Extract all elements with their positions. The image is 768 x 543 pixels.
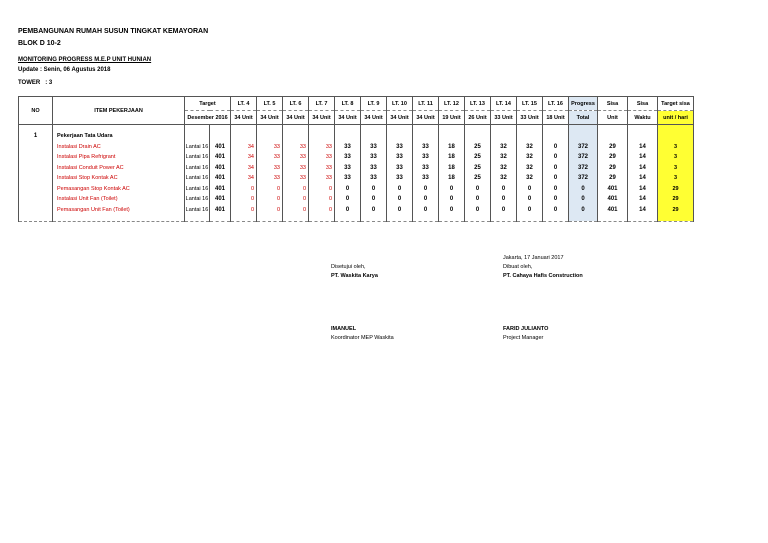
floor-header: LT. 16 <box>543 97 569 111</box>
target-sisa: 29 <box>658 194 694 205</box>
right-signer-role: Project Manager <box>503 335 544 341</box>
group-empty-cell <box>361 131 387 142</box>
target-sisa: 3 <box>658 163 694 174</box>
group-empty-cell <box>465 131 491 142</box>
group-empty-cell <box>185 131 210 142</box>
floor-value: 0 <box>517 205 543 216</box>
spacer-cell <box>231 215 257 222</box>
sisa-unit: 29 <box>598 142 628 153</box>
floor-value: 33 <box>283 152 309 163</box>
group-empty-cell <box>231 131 257 142</box>
group-empty-cell <box>335 131 361 142</box>
floor-header: LT. 12 <box>439 97 465 111</box>
floor-value: 0 <box>387 194 413 205</box>
floor-value: 0 <box>231 194 257 205</box>
document-title: PEMBANGUNAN RUMAH SUSUN TINGKAT KEMAYORAN <box>18 28 209 35</box>
floor-value: 33 <box>387 142 413 153</box>
floor-value: 0 <box>465 194 491 205</box>
sisa-waktu-header: Sisa <box>628 97 658 111</box>
right-company: PT. Cahaya Hafis Construction <box>503 273 583 279</box>
table-row <box>19 152 694 163</box>
floor-value: 0 <box>543 184 569 195</box>
floor-value: 33 <box>413 152 439 163</box>
floor-header: LT. 5 <box>257 97 283 111</box>
spacer-cell <box>257 215 283 222</box>
floor-value: 0 <box>361 205 387 216</box>
floor-value: 0 <box>439 184 465 195</box>
progress-total: 372 <box>569 163 598 174</box>
floor-value: 33 <box>257 142 283 153</box>
work-item-name: Pemasangan Unit Fan (Toilet) <box>53 205 185 216</box>
floor-value: 33 <box>257 152 283 163</box>
work-item-name: Instalasi Pipa Refrigrant <box>53 152 185 163</box>
work-item-name: Instalasi Conduit Power AC <box>53 163 185 174</box>
floor-value: 33 <box>387 163 413 174</box>
sisa-waktu: 14 <box>628 163 658 174</box>
floor-value: 34 <box>231 173 257 184</box>
signature-date: Jakarta, 17 Januari 2017 <box>503 255 564 261</box>
floor-value: 0 <box>543 163 569 174</box>
target-cell: 401 <box>210 194 231 205</box>
spacer-cell <box>309 215 335 222</box>
floor-unit-header: 33 Unit <box>517 111 543 125</box>
floor-value: 33 <box>361 142 387 153</box>
group-empty-cell <box>413 131 439 142</box>
sisa-unit-header: Sisa <box>598 97 628 111</box>
lantai-cell: Lantai 16 <box>185 205 210 216</box>
item-header: ITEM PEKERJAAN <box>53 97 185 125</box>
spacer-cell <box>543 215 569 222</box>
floor-value: 18 <box>439 163 465 174</box>
progress-total: 372 <box>569 173 598 184</box>
row-number <box>19 184 53 195</box>
floor-value: 18 <box>439 152 465 163</box>
sisa-unit: 401 <box>598 194 628 205</box>
floor-value: 0 <box>361 194 387 205</box>
target-cell: 401 <box>210 152 231 163</box>
target-sisa: 3 <box>658 152 694 163</box>
table-row <box>19 184 694 195</box>
floor-value: 32 <box>491 173 517 184</box>
floor-value: 0 <box>413 205 439 216</box>
sisa-waktu: 14 <box>628 184 658 195</box>
sisa-waktu: 14 <box>628 142 658 153</box>
lantai-cell: Lantai 16 <box>185 173 210 184</box>
floor-value: 33 <box>335 152 361 163</box>
floor-header: LT. 4 <box>231 97 257 111</box>
floor-value: 33 <box>309 173 335 184</box>
floor-value: 0 <box>387 184 413 195</box>
lantai-cell: Lantai 16 <box>185 142 210 153</box>
floor-value: 32 <box>517 163 543 174</box>
group-empty-cell <box>543 131 569 142</box>
table-row <box>19 173 694 184</box>
work-item-name: Instalasi Unit Fan (Toilet) <box>53 194 185 205</box>
floor-value: 0 <box>257 184 283 195</box>
floor-value: 33 <box>387 152 413 163</box>
spacer-cell <box>19 215 53 222</box>
work-item-name: Pemasangan Stop Kontak AC <box>53 184 185 195</box>
floor-unit-header: 26 Unit <box>465 111 491 125</box>
floor-value: 0 <box>413 194 439 205</box>
floor-value: 25 <box>465 142 491 153</box>
spacer-cell <box>491 215 517 222</box>
floor-value: 33 <box>387 173 413 184</box>
work-item-name: Instalasi Drain AC <box>53 142 185 153</box>
floor-unit-header: 34 Unit <box>361 111 387 125</box>
floor-header: LT. 13 <box>465 97 491 111</box>
floor-unit-header: 34 Unit <box>309 111 335 125</box>
floor-header: LT. 9 <box>361 97 387 111</box>
row-number <box>19 205 53 216</box>
tower-value: : 3 <box>45 80 53 86</box>
floor-value: 33 <box>335 173 361 184</box>
row-number <box>19 142 53 153</box>
group-empty-cell <box>491 131 517 142</box>
floor-value: 33 <box>413 142 439 153</box>
spacer-cell <box>387 215 413 222</box>
floor-value: 0 <box>283 205 309 216</box>
floor-value: 0 <box>231 184 257 195</box>
group-name: Pekerjaan Tata Udara <box>53 131 185 142</box>
floor-header: LT. 7 <box>309 97 335 111</box>
progress-table <box>18 96 694 222</box>
sisa-waktu-sub-header: Waktu <box>628 111 658 125</box>
table-row <box>19 142 694 153</box>
right-signer-name: FARID JULIANTO <box>503 326 549 332</box>
floor-unit-header: 34 Unit <box>387 111 413 125</box>
floor-value: 34 <box>231 152 257 163</box>
floor-value: 32 <box>517 173 543 184</box>
floor-header: LT. 15 <box>517 97 543 111</box>
subtitle <box>18 57 151 63</box>
progress-sub-header: Total <box>569 111 598 125</box>
floor-value: 0 <box>543 205 569 216</box>
floor-value: 0 <box>491 194 517 205</box>
target-sisa-sub-header: unit / hari <box>658 111 694 125</box>
floor-value: 0 <box>543 142 569 153</box>
floor-value: 33 <box>257 173 283 184</box>
floor-value: 33 <box>335 142 361 153</box>
group-empty-cell <box>569 131 598 142</box>
sisa-waktu: 14 <box>628 173 658 184</box>
spacer-cell <box>185 215 210 222</box>
subtitle-text: MONITORING PROGRESS M.E.P UNIT HUNIAN <box>18 57 152 63</box>
floor-value: 0 <box>491 184 517 195</box>
floor-value: 33 <box>413 163 439 174</box>
floor-value: 33 <box>309 152 335 163</box>
target-cell: 401 <box>210 184 231 195</box>
floor-value: 0 <box>465 205 491 216</box>
target-sub-header: Desember 2016 <box>185 111 231 125</box>
update-value: Senin, 06 Agustus 2018 <box>43 67 111 73</box>
spacer-cell <box>53 215 185 222</box>
spacer-cell <box>283 215 309 222</box>
floor-unit-header: 34 Unit <box>413 111 439 125</box>
floor-unit-header: 19 Unit <box>439 111 465 125</box>
group-empty-cell <box>628 131 658 142</box>
target-sisa-header: Target sisa <box>658 97 694 111</box>
group-empty-cell <box>257 131 283 142</box>
floor-value: 33 <box>361 163 387 174</box>
lantai-cell: Lantai 16 <box>185 163 210 174</box>
progress-total: 0 <box>569 205 598 216</box>
row-number <box>19 163 53 174</box>
floor-value: 0 <box>283 194 309 205</box>
floor-value: 34 <box>231 163 257 174</box>
floor-value: 0 <box>335 205 361 216</box>
target-sisa: 3 <box>658 173 694 184</box>
floor-value: 33 <box>283 163 309 174</box>
spacer-cell <box>569 215 598 222</box>
floor-value: 0 <box>231 205 257 216</box>
floor-value: 32 <box>491 152 517 163</box>
floor-value: 0 <box>309 184 335 195</box>
tower-label: TOWER <box>18 80 41 86</box>
row-number <box>19 152 53 163</box>
floor-header: LT. 10 <box>387 97 413 111</box>
spacer-cell <box>465 215 491 222</box>
spacer-cell <box>361 215 387 222</box>
sisa-unit: 29 <box>598 163 628 174</box>
floor-value: 33 <box>283 142 309 153</box>
spacer-cell <box>517 215 543 222</box>
floor-value: 0 <box>491 205 517 216</box>
floor-header: LT. 11 <box>413 97 439 111</box>
floor-value: 32 <box>517 152 543 163</box>
target-cell: 401 <box>210 205 231 216</box>
target-header: Target <box>185 97 231 111</box>
floor-value: 0 <box>543 152 569 163</box>
spacer-cell <box>628 215 658 222</box>
sisa-unit: 29 <box>598 173 628 184</box>
floor-unit-header: 33 Unit <box>491 111 517 125</box>
target-sisa: 3 <box>658 142 694 153</box>
lantai-cell: Lantai 16 <box>185 184 210 195</box>
left-signer-name: IMANUEL <box>331 326 357 332</box>
floor-value: 33 <box>309 163 335 174</box>
floor-value: 32 <box>491 142 517 153</box>
floor-value: 0 <box>257 194 283 205</box>
target-sisa: 29 <box>658 184 694 195</box>
progress-total: 372 <box>569 142 598 153</box>
floor-value: 25 <box>465 163 491 174</box>
sisa-waktu: 14 <box>628 194 658 205</box>
floor-value: 0 <box>387 205 413 216</box>
floor-value: 0 <box>439 194 465 205</box>
floor-value: 33 <box>361 173 387 184</box>
sisa-unit: 401 <box>598 205 628 216</box>
floor-value: 0 <box>335 194 361 205</box>
target-cell: 401 <box>210 163 231 174</box>
floor-value: 0 <box>465 184 491 195</box>
target-cell: 401 <box>210 173 231 184</box>
work-item-name: Instalasi Stop Kontak AC <box>53 173 185 184</box>
floor-value: 33 <box>335 163 361 174</box>
floor-value: 18 <box>439 142 465 153</box>
floor-value: 0 <box>439 205 465 216</box>
group-empty-cell <box>210 131 231 142</box>
floor-value: 32 <box>491 163 517 174</box>
sisa-unit: 401 <box>598 184 628 195</box>
floor-unit-header: 34 Unit <box>335 111 361 125</box>
floor-value: 25 <box>465 173 491 184</box>
spacer-cell <box>598 215 628 222</box>
table-row <box>19 205 694 216</box>
floor-header: LT. 14 <box>491 97 517 111</box>
floor-value: 0 <box>309 194 335 205</box>
update-label: Update : <box>18 67 42 73</box>
floor-value: 18 <box>439 173 465 184</box>
group-empty-cell <box>658 131 694 142</box>
no-header: NO <box>19 97 53 125</box>
floor-value: 0 <box>413 184 439 195</box>
left-signer-role: Koordinator MEP Waskita <box>331 335 394 341</box>
left-company: PT. Waskita Karya <box>331 273 378 279</box>
group-empty-cell <box>517 131 543 142</box>
group-empty-cell <box>283 131 309 142</box>
spacer-cell <box>658 215 694 222</box>
floor-value: 0 <box>335 184 361 195</box>
row-number <box>19 173 53 184</box>
group-empty-cell <box>387 131 413 142</box>
floor-value: 33 <box>361 152 387 163</box>
group-empty-cell <box>598 131 628 142</box>
floor-value: 33 <box>283 173 309 184</box>
progress-total: 0 <box>569 194 598 205</box>
spacer-cell <box>413 215 439 222</box>
floor-value: 32 <box>517 142 543 153</box>
floor-value: 33 <box>309 142 335 153</box>
left-approval-label: Disetujui oleh, <box>331 264 366 270</box>
sisa-unit: 29 <box>598 152 628 163</box>
table-row <box>19 163 694 174</box>
floor-value: 34 <box>231 142 257 153</box>
tower-line <box>18 80 52 86</box>
floor-unit-header: 34 Unit <box>283 111 309 125</box>
sisa-waktu: 14 <box>628 152 658 163</box>
group-empty-cell <box>309 131 335 142</box>
sisa-unit-sub-header: Unit <box>598 111 628 125</box>
target-cell: 401 <box>210 142 231 153</box>
sisa-waktu: 14 <box>628 205 658 216</box>
progress-total: 0 <box>569 184 598 195</box>
group-empty-cell <box>439 131 465 142</box>
floor-unit-header: 34 Unit <box>257 111 283 125</box>
progress-total: 372 <box>569 152 598 163</box>
floor-header: LT. 6 <box>283 97 309 111</box>
spacer-cell <box>210 215 231 222</box>
lantai-cell: Lantai 16 <box>185 194 210 205</box>
floor-value: 0 <box>543 173 569 184</box>
spacer-cell <box>439 215 465 222</box>
progress-header: Progress <box>569 97 598 111</box>
floor-value: 0 <box>309 205 335 216</box>
target-sisa: 29 <box>658 205 694 216</box>
spacer-cell <box>335 215 361 222</box>
row-number <box>19 194 53 205</box>
floor-value: 0 <box>257 205 283 216</box>
group-number: 1 <box>19 131 53 142</box>
update-line <box>18 67 110 73</box>
floor-value: 25 <box>465 152 491 163</box>
floor-unit-header: 34 Unit <box>231 111 257 125</box>
lantai-cell: Lantai 16 <box>185 152 210 163</box>
floor-header: LT. 8 <box>335 97 361 111</box>
floor-value: 33 <box>413 173 439 184</box>
floor-unit-header: 18 Unit <box>543 111 569 125</box>
right-approval-label: Dibuat oleh, <box>503 264 533 270</box>
floor-value: 0 <box>543 194 569 205</box>
floor-value: 0 <box>283 184 309 195</box>
floor-value: 33 <box>257 163 283 174</box>
floor-value: 0 <box>517 194 543 205</box>
block-label: BLOK D 10-2 <box>18 40 61 47</box>
floor-value: 0 <box>517 184 543 195</box>
table-row <box>19 194 694 205</box>
floor-value: 0 <box>361 184 387 195</box>
